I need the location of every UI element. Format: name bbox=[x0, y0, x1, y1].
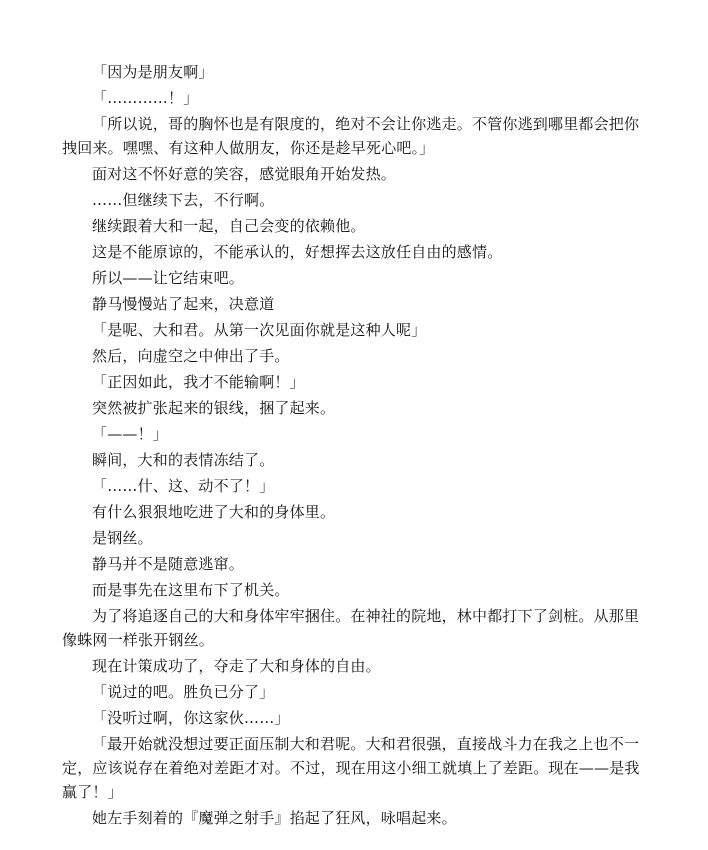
paragraph: 有什么狠狠地吃进了大和的身体里。 bbox=[92, 503, 336, 521]
paragraph: 「正因如此，我才不能输啊！」 bbox=[92, 373, 305, 391]
paragraph: 「因为是朋友啊」 bbox=[92, 63, 214, 81]
paragraph: 「最开始就没想过要正面压制大和君呢。大和君很强，直接战斗力在我之上也不一定，应该说存在着绝对差距才对。不过，现在用这小细工就填上了差距。现在——是我赢了！」 bbox=[62, 735, 640, 801]
paragraph: 「没听过啊，你这家伙……」 bbox=[92, 709, 290, 727]
paragraph: 这是不能原谅的，不能承认的，好想挥去这放任自由的感情。 bbox=[92, 243, 503, 261]
paragraph: 面对这不怀好意的笑容，感觉眼角开始发热。 bbox=[92, 165, 397, 183]
paragraph: 是钢丝。 bbox=[92, 529, 153, 547]
paragraph: 然后，向虚空之中伸出了手。 bbox=[92, 347, 290, 365]
paragraph: 瞬间，大和的表情冻结了。 bbox=[92, 451, 275, 469]
paragraph: 「所以说，哥的胸怀也是有限度的，绝对不会让你逃走。不管你逃到哪里都会把你拽回来。嘿嘿、有这种人做朋友，你还是趁早死心吧。」 bbox=[62, 115, 640, 157]
paragraph: 继续跟着大和一起，自己会变的依赖他。 bbox=[92, 217, 366, 235]
paragraph: 「是呢、大和君。从第一次见面你就是这种人呢」 bbox=[92, 321, 427, 339]
paragraph: 「说过的吧。胜负已分了」 bbox=[92, 683, 275, 701]
paragraph: 现在计策成功了，夺走了大和身体的自由。 bbox=[92, 657, 381, 675]
paragraph: 「——！」 bbox=[92, 425, 169, 443]
paragraph: 所以——让它结束吧。 bbox=[92, 269, 245, 287]
paragraph: 静马慢慢站了起来，决意道 bbox=[92, 295, 275, 313]
paragraph: 她左手刻着的『魔弹之射手』掐起了狂风，咏唱起来。 bbox=[92, 809, 457, 827]
paragraph: ……但继续下去，不行啊。 bbox=[92, 191, 275, 209]
paragraph: 「……什、这、动不了！」 bbox=[92, 477, 275, 495]
paragraph: 为了将追逐自己的大和身体牢牢捆住。在神社的院地，林中都打下了剑桩。从那里像蛛网一样张开钢丝。 bbox=[62, 607, 640, 649]
paragraph: 静马并不是随意逃窜。 bbox=[92, 555, 245, 573]
document-page bbox=[62, 60, 644, 832]
paragraph: 而是事先在这里布下了机关。 bbox=[92, 581, 290, 599]
paragraph: 突然被扩张起来的银线，捆了起来。 bbox=[92, 399, 336, 417]
paragraph: 「…………！」 bbox=[92, 89, 199, 107]
